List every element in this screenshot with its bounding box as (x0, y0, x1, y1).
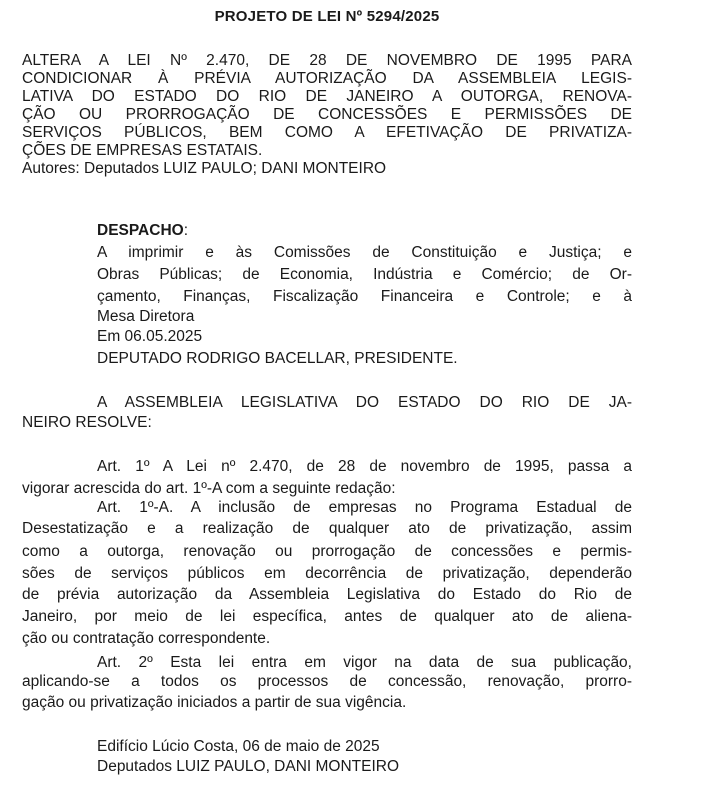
article-1a-line: como a outorga, renovação ou prorrogação de concessões e permis- (22, 543, 632, 560)
closing-place-date: Edifício Lúcio Costa, 06 de maio de 2025 (97, 738, 380, 755)
article-1a-line: Art. 1º-A. A inclusão de empresas no Programa Estadual de (97, 499, 632, 516)
despacho-heading (97, 222, 188, 240)
ementa-line: CONDICIONAR À PRÉVIA AUTORIZAÇÃO DA ASSEMBLEIA LEGIS- (22, 70, 632, 87)
despacho-line: Obras Públicas; de Economia, Indústria e Comércio; de Or- (97, 266, 632, 283)
article-2-line: gação ou privatização iniciados a partir de sua vigência. (22, 694, 407, 711)
ementa-line: ÇÕES DE EMPRESAS ESTATAIS. (22, 142, 263, 159)
bill-title: PROJETO DE LEI Nº 5294/2025 (214, 8, 440, 25)
despacho-colon: : (183, 222, 189, 239)
ementa-line: ÇÃO OU PRORROGAÇÃO DE CONCESSÕES E PERMISSÕES DE (22, 106, 632, 123)
article-1a-line: de prévia autorização da Assembleia Legislativa do Estado do Rio de (22, 586, 632, 603)
ementa-line: LATIVA DO ESTADO DO RIO DE JANEIRO A OUTORGA, RENOVA- (22, 88, 632, 105)
despacho-line: A imprimir e às Comissões de Constituição e Justiça; e (97, 244, 632, 261)
closing-signers: Deputados LUIZ PAULO, DANI MONTEIRO (97, 758, 400, 775)
article-2-line: aplicando-se a todos os processos de concessão, renovação, prorro- (22, 673, 632, 690)
authors: Autores: Deputados LUIZ PAULO; DANI MONTEIRO (22, 160, 387, 177)
ementa-line: SERVIÇOS PÚBLICOS, BEM COMO A EFETIVAÇÃO DE PRIVATIZA- (22, 124, 632, 141)
article-1a-line: ção ou contratação correspondente. (22, 630, 271, 647)
article-1a-line: Desestatização e a realização de qualquer ato de privatização, assim (22, 520, 632, 537)
resolve-line: A ASSEMBLEIA LEGISLATIVA DO ESTADO DO RIO DE JA- (97, 394, 632, 411)
despacho-label: DESPACHO (97, 222, 184, 239)
ementa-line: ALTERA A LEI Nº 2.470, DE 28 DE NOVEMBRO DE 1995 PARA (22, 52, 632, 69)
despacho-line: Mesa Diretora (97, 308, 195, 325)
despacho-signer: DEPUTADO RODRIGO BACELLAR, PRESIDENTE. (97, 350, 458, 367)
article-1-line: vigorar acrescida do art. 1º-A com a seguinte redação: (22, 480, 396, 497)
article-1a-line: Janeiro, por meio de lei específica, antes de qualquer ato de aliena- (22, 608, 632, 625)
despacho-line: çamento, Finanças, Fiscalização Financeira e Controle; e à (97, 288, 632, 305)
despacho-date: Em 06.05.2025 (97, 328, 203, 345)
article-1-line: Art. 1º A Lei nº 2.470, de 28 de novembro de 1995, passa a (97, 458, 632, 475)
article-1a-line: sões de serviços públicos em decorrência de privatização, dependerão (22, 565, 632, 582)
article-2-line: Art. 2º Esta lei entra em vigor na data de sua publicação, (97, 654, 632, 671)
resolve-line: NEIRO RESOLVE: (22, 414, 152, 431)
